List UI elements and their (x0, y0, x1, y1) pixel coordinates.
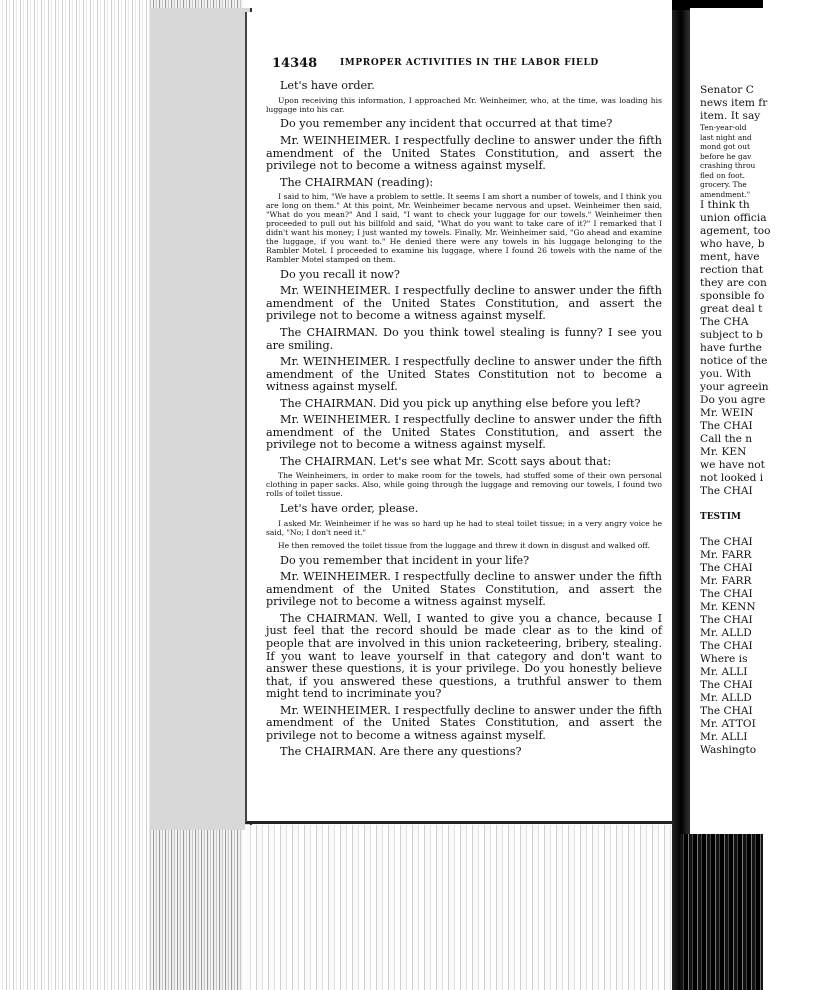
right-page-text-fragments (700, 84, 820, 757)
spacer (700, 523, 820, 536)
text-line-fragment: union officia (700, 212, 767, 224)
transcript-paragraph: Mr. WEINHEIMER. I respectfully decline to answer under the fifth amendment of the United States Constitution, and assert the privilege not to become a witness against myself. (266, 703, 662, 742)
transcript-paragraph: The CHAIRMAN (reading): (280, 175, 434, 189)
text-line-fragment: Mr. WEIN (700, 407, 754, 419)
text-line-fragment: The CHAI (700, 485, 753, 497)
text-line-fragment: you. With (700, 368, 752, 380)
text-line-fragment: Call the n (700, 433, 753, 445)
text-line-fragment: who have, b (700, 238, 765, 250)
book-edge (150, 8, 252, 830)
text-line-fragment: mond got out (700, 142, 750, 151)
transcript-paragraph: Mr. WEINHEIMER. I respectfully decline to answer under the fifth amendment of the United States Constitution, and assert the privilege not to become a witness against myself. (266, 134, 662, 173)
text-line-fragment: Senator C (700, 84, 754, 96)
text-line-fragment: I think th (700, 199, 750, 211)
text-line-fragment: amendment." (700, 189, 751, 199)
text-line-fragment: subject to b (700, 329, 763, 341)
section-heading-fragment: TESTIM (700, 512, 741, 522)
text-line-fragment: grocery. The (700, 180, 747, 189)
text-line-fragment: have furthe (700, 342, 762, 354)
text-line-fragment: great deal t (700, 303, 763, 315)
quoted-testimony-paragraph: He then removed the toilet tissue from the luggage and threw it down in disgust and walked off. (278, 540, 650, 550)
left-page-text (266, 80, 662, 759)
transcript-paragraph: The CHAIRMAN. Are there any questions? (280, 745, 522, 759)
transcript-paragraph: The CHAIRMAN. Do you think towel stealing is funny? I see you are smiling. (266, 326, 662, 352)
quoted-testimony-paragraph: The Weinheimers, in order to make room for the towels, had stuffed some of their own personal clothing in paper sacks. Also, while going through the luggage and removing our towels, I found two rolls of toilet tissue. (266, 471, 662, 499)
transcript-paragraph: Do you remember that incident in your life? (280, 553, 530, 567)
text-line-fragment: The CHAI (700, 640, 753, 652)
transcript-paragraph: Let's have order, please. (280, 502, 419, 516)
quoted-testimony-paragraph: Upon receiving this information, I approached Mr. Weinheimer, who, at the time, was loading his luggage into his car. (266, 95, 662, 114)
page-header (272, 56, 667, 72)
text-line-fragment: Washingto (700, 744, 757, 756)
text-line-fragment: Mr. ALLD (700, 692, 752, 704)
text-line-fragment: Mr. FARR (700, 549, 752, 561)
text-line-fragment: The CHAI (700, 536, 753, 548)
text-line-fragment: The CHAI (700, 705, 753, 717)
text-line-fragment: your agreein (700, 381, 769, 393)
text-line-fragment: we have not (700, 459, 765, 471)
transcript-paragraph: Mr. WEINHEIMER. I respectfully decline to answer under the fifth amendment of the United States Constitution not to become a witness against myself. (266, 355, 662, 394)
transcript-paragraph: The CHAIRMAN. Did you pick up anything else before you left? (280, 396, 641, 410)
text-line-fragment: notice of the (700, 355, 768, 367)
text-line-fragment: crashing throu (700, 161, 756, 170)
text-line-fragment: before he gav (700, 151, 752, 161)
text-line-fragment: rection that (700, 264, 764, 276)
text-line-fragment: Mr. ALLI (700, 666, 748, 678)
text-line-fragment: they are con (700, 277, 767, 289)
page-number: 14348 (272, 56, 318, 71)
transcript-paragraph: Mr. WEINHEIMER. I respectfully decline to answer under the fifth amendment of the United States Constitution, and assert the privilege not to become a witness against myself. (266, 570, 662, 609)
text-line-fragment: last night and (700, 132, 752, 142)
transcript-paragraph: The CHAIRMAN. Let's see what Mr. Scott says about that: (280, 454, 612, 468)
quoted-testimony-paragraph: I said to him, "We have a problem to settle. It seems I am short a number of towels, and I think you are long on them." At this point, Mr. Weinheimer became nervous and upset. Weinheimer then said, "What do you mean?" And I said, "I want to check your luggage for our towels." Weinheimer then proceeded to pull out his billfold and said, "What do you want to take care of it?" I remarked that I didn't want his money; I just wanted my towels. Finally, Mr. Weinheimer said, "Go ahead and examine the luggage, if you want to." He denied there were any towels in his luggage belonging to the Rambler Motel. I proceeded to examine his luggage, where I found 26 towels with the name of the Rambler Motel stamped on them. (266, 192, 662, 264)
text-line-fragment: The CHAI (700, 420, 753, 432)
transcript-paragraph: Mr. WEINHEIMER. I respectfully decline to answer under the fifth amendment of the United States Constitution, and assert the privilege not to become a witness against myself. (266, 284, 662, 323)
text-line-fragment: item. It say (700, 110, 761, 122)
text-line-fragment: The CHA (700, 316, 749, 328)
spacer (700, 498, 820, 511)
text-line-fragment: Mr. ALLI (700, 731, 748, 743)
transcript-paragraph: Let's have order. (280, 79, 375, 92)
transcript-paragraph: Do you remember any incident that occurred at that time? (280, 117, 613, 131)
text-line-fragment: Mr. ATTOI (700, 718, 756, 730)
text-line-fragment: The CHAI (700, 588, 753, 600)
running-head: IMPROPER ACTIVITIES IN THE LABOR FIELD (340, 58, 599, 68)
transcript-paragraph: Mr. WEINHEIMER. I respectfully decline to answer under the fifth amendment of the United States Constitution, and assert the privilege not to become a witness against myself. (266, 413, 662, 452)
text-line-fragment: Mr. KENN (700, 601, 756, 613)
scan-margin-bottom (245, 825, 680, 990)
text-line-fragment: Do you agre (700, 394, 766, 406)
text-line-fragment: Mr. FARR (700, 575, 752, 587)
transcript-paragraph: The CHAIRMAN. Well, I wanted to give you a chance, because I just feel that the record should be made clear as to the kind of people that are involved in this union racketeering, bribery, stealing. If you want to leave yourself in that category and don't want to answer these questions, it is your privilege. Do you honestly believe that, if you answered these questions, a truthful answer to them might tend to incriminate you? (266, 611, 662, 701)
text-line-fragment: news item fr (700, 97, 768, 109)
text-line-fragment: The CHAI (700, 562, 753, 574)
text-line-fragment: not looked i (700, 472, 764, 484)
text-line-fragment: agement, too (700, 225, 771, 237)
quoted-testimony-paragraph: I asked Mr. Weinheimer if he was so hard up he had to steal toilet tissue; in a very angry voice he said, "No; I don't need it." (266, 518, 662, 537)
transcript-paragraph: Do you recall it now? (280, 267, 400, 281)
text-line-fragment: Where is (700, 653, 748, 665)
text-line-fragment: The CHAI (700, 614, 753, 626)
text-line-fragment: Mr. KEN (700, 446, 747, 458)
scan-margin-bottom-right (680, 834, 763, 990)
text-line-fragment: ment, have (700, 251, 760, 263)
text-line-fragment: Ten-year-old (700, 123, 747, 132)
text-line-fragment: The CHAI (700, 679, 753, 691)
text-line-fragment: fled on foot. (700, 170, 745, 180)
text-line-fragment: Mr. ALLD (700, 627, 752, 639)
text-line-fragment: sponsible fo (700, 290, 765, 302)
